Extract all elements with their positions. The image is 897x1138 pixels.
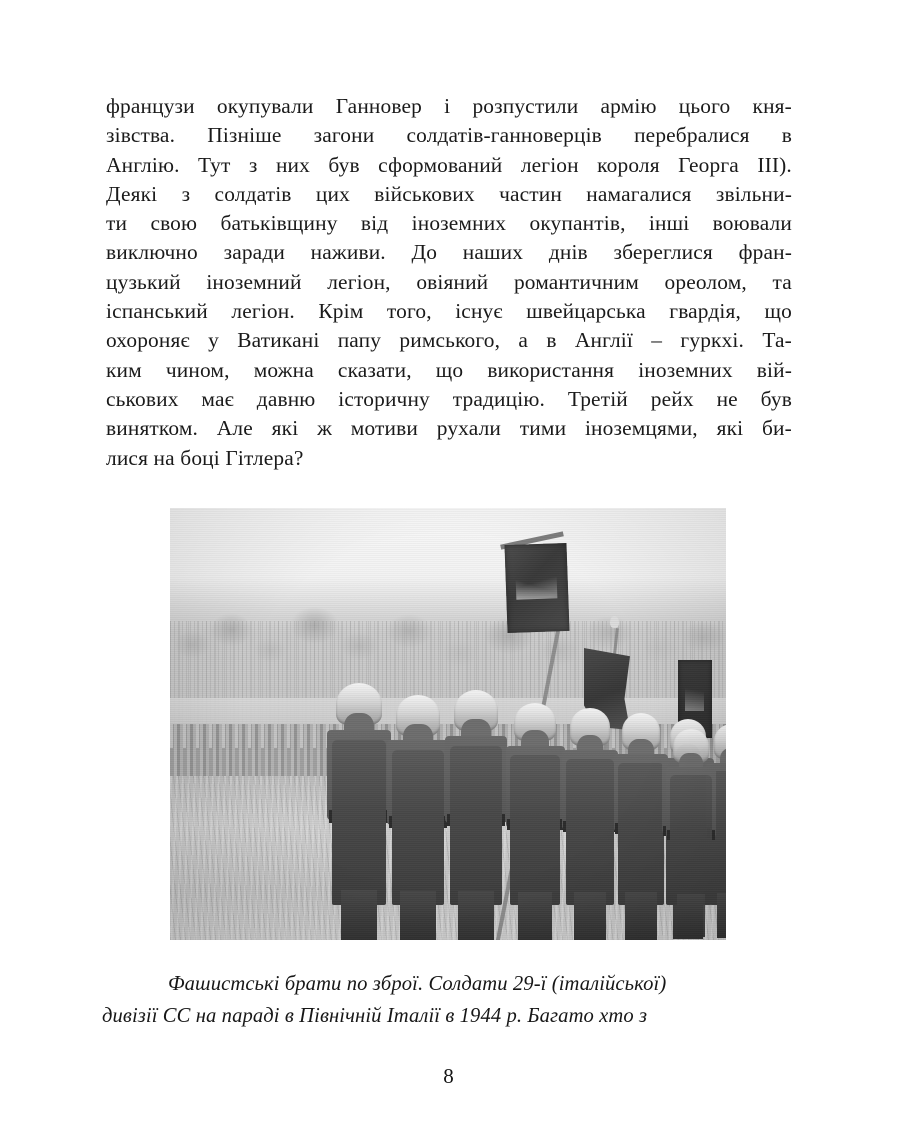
text-word: а bbox=[518, 328, 529, 353]
text-word: цузький bbox=[106, 269, 181, 294]
text-line-last: лися на боці Гітлера? bbox=[106, 445, 304, 470]
text-word: тими bbox=[519, 416, 567, 441]
text-word: ж bbox=[317, 416, 332, 441]
text-word: іноземний bbox=[206, 269, 302, 294]
soldier-figure bbox=[510, 677, 560, 905]
soldier-legs bbox=[400, 891, 435, 940]
text-word: окупували bbox=[216, 94, 314, 118]
text-word: іноземних bbox=[411, 211, 507, 236]
text-word: свою bbox=[150, 211, 198, 236]
text-word: фран- bbox=[738, 240, 792, 265]
text-line bbox=[106, 238, 792, 267]
text-word: виключно bbox=[106, 240, 198, 265]
text-word: військових bbox=[374, 181, 475, 206]
text-word: легіон. bbox=[231, 299, 295, 324]
text-word: легіон, bbox=[327, 269, 391, 294]
text-word: мотиви bbox=[350, 416, 418, 441]
text-word: іспанський bbox=[106, 299, 208, 324]
text-word: папу bbox=[337, 328, 382, 353]
text-word: має bbox=[201, 386, 234, 411]
text-word: існує bbox=[455, 299, 503, 324]
text-word: охороняє bbox=[106, 328, 190, 353]
text-word: гуркхі. bbox=[680, 328, 745, 353]
text-line bbox=[106, 121, 792, 150]
text-word: рухали bbox=[436, 416, 501, 441]
text-word: сформований bbox=[378, 152, 503, 177]
text-word: Та- bbox=[762, 328, 792, 353]
text-word: іноземцями, bbox=[584, 416, 698, 441]
text-word: би- bbox=[761, 416, 792, 441]
text-word: Але bbox=[216, 416, 253, 441]
text-word: давню bbox=[256, 386, 316, 411]
text-word: солдатів bbox=[214, 181, 292, 206]
text-line bbox=[106, 356, 792, 385]
text-word: наших bbox=[462, 240, 524, 265]
text-word: і bbox=[444, 94, 451, 118]
text-word: від bbox=[360, 211, 389, 236]
text-word: чином, bbox=[165, 357, 230, 382]
soldier-figure bbox=[618, 689, 664, 905]
text-word: кня- bbox=[752, 94, 792, 118]
text-word: звільни- bbox=[715, 181, 792, 206]
text-line bbox=[106, 268, 792, 297]
text-word: Ватикані bbox=[237, 328, 320, 353]
text-word: в bbox=[546, 328, 557, 353]
text-word: які bbox=[716, 416, 744, 441]
soldier-legs bbox=[458, 891, 493, 940]
text-word: До bbox=[411, 240, 438, 265]
soldier-figure bbox=[392, 669, 444, 905]
soldier-figure bbox=[450, 663, 502, 905]
text-word: окупантів, bbox=[529, 211, 626, 236]
text-word: Англію. bbox=[106, 152, 180, 177]
text-line bbox=[106, 209, 792, 238]
text-word: які bbox=[271, 416, 299, 441]
text-word: солдатів-ганноверців bbox=[406, 123, 602, 148]
caption-line: Фашистські брати по зброї. Солдати 29-ї (італійської) bbox=[168, 973, 667, 995]
text-word: днів bbox=[548, 240, 588, 265]
text-word: з bbox=[248, 152, 258, 177]
soldier-torso bbox=[618, 763, 664, 906]
figure-photograph bbox=[170, 508, 726, 940]
text-word: був bbox=[328, 152, 360, 177]
text-word: іноземних bbox=[638, 357, 733, 382]
page-number: 8 bbox=[443, 1064, 454, 1088]
text-word: Англії bbox=[574, 328, 633, 353]
text-word: овіяний bbox=[416, 269, 489, 294]
soldier-torso bbox=[450, 746, 502, 906]
text-word: розпустили bbox=[472, 94, 579, 118]
soldier-legs bbox=[341, 890, 378, 940]
text-word: рейх bbox=[650, 386, 694, 411]
text-word: сказати, bbox=[337, 357, 412, 382]
soldier-legs bbox=[717, 893, 726, 938]
text-word: зівства. bbox=[106, 123, 176, 148]
text-word: Ганновер bbox=[335, 94, 422, 118]
soldier-legs bbox=[574, 892, 607, 940]
text-word: у bbox=[208, 328, 219, 353]
text-word: був bbox=[760, 386, 792, 411]
text-word: батьківщину bbox=[220, 211, 338, 236]
text-word: романтичним bbox=[513, 269, 639, 294]
text-word: III). bbox=[757, 152, 792, 177]
text-word: винятком. bbox=[106, 416, 199, 441]
text-word: гвардія, bbox=[669, 299, 741, 324]
text-word: ськових bbox=[106, 386, 179, 411]
photo-parade bbox=[170, 508, 726, 940]
text-word: збереглися bbox=[613, 240, 713, 265]
flag-finial-icon bbox=[610, 616, 619, 628]
text-word: з bbox=[181, 181, 191, 206]
soldier-figure bbox=[332, 655, 386, 905]
text-word: використання bbox=[487, 357, 615, 382]
text-word: Крім bbox=[318, 299, 364, 324]
text-word: ким bbox=[106, 357, 142, 382]
soldier-legs bbox=[677, 894, 706, 938]
text-word: римського, bbox=[399, 328, 501, 353]
text-line bbox=[106, 151, 792, 180]
text-word: французи bbox=[106, 94, 195, 118]
text-word: намагалися bbox=[586, 181, 692, 206]
text-line bbox=[106, 414, 792, 443]
text-word: вій- bbox=[756, 357, 792, 382]
text-word: короля bbox=[597, 152, 660, 177]
soldier-legs bbox=[625, 892, 656, 940]
text-word: ти bbox=[106, 211, 128, 236]
text-word: армію bbox=[600, 94, 657, 118]
text-word: інші bbox=[648, 211, 690, 236]
soldier-legs bbox=[518, 892, 552, 940]
soldier-figure bbox=[670, 707, 712, 905]
text-word: можна bbox=[253, 357, 314, 382]
text-word: них bbox=[275, 152, 310, 177]
text-word: Тут bbox=[198, 152, 231, 177]
text-word: не bbox=[716, 386, 738, 411]
text-word: цих bbox=[315, 181, 350, 206]
text-word: наживи. bbox=[310, 240, 386, 265]
text-line bbox=[106, 297, 792, 326]
text-word: загони bbox=[313, 123, 375, 148]
text-word: того, bbox=[386, 299, 432, 324]
text-word: що bbox=[435, 357, 464, 382]
text-word: Деякі bbox=[106, 181, 158, 206]
text-word: заради bbox=[223, 240, 285, 265]
text-word: перебралися bbox=[634, 123, 750, 148]
text-word: Третій bbox=[567, 386, 628, 411]
banner-large bbox=[504, 543, 569, 633]
caption-line: дивізії СС на параді в Північній Італії в 1944 р. Багато хто з bbox=[102, 1005, 648, 1027]
text-word: – bbox=[651, 328, 663, 353]
soldier-torso bbox=[670, 775, 712, 906]
text-word: традицію. bbox=[452, 386, 545, 411]
text-word: легіон bbox=[520, 152, 579, 177]
soldier-figure bbox=[566, 683, 614, 905]
text-line bbox=[106, 180, 792, 209]
text-line bbox=[106, 385, 792, 414]
soldier-torso bbox=[332, 740, 386, 905]
text-word: цього bbox=[678, 94, 731, 118]
text-line bbox=[106, 326, 792, 355]
body-paragraph bbox=[106, 92, 792, 473]
soldier-torso bbox=[392, 750, 444, 906]
figure-caption bbox=[102, 968, 802, 1032]
text-word: Пізніше bbox=[207, 123, 282, 148]
text-word: історичну bbox=[338, 386, 430, 411]
text-word: в bbox=[781, 123, 792, 148]
soldier-torso bbox=[510, 755, 560, 905]
soldier-torso bbox=[566, 759, 614, 906]
text-word: воювали bbox=[712, 211, 792, 236]
text-word: Георга bbox=[678, 152, 739, 177]
text-word: та bbox=[772, 269, 792, 294]
text-word: швейцарська bbox=[526, 299, 646, 324]
text-word: що bbox=[764, 299, 792, 324]
text-word: ореолом, bbox=[664, 269, 747, 294]
text-word: частин bbox=[499, 181, 562, 206]
text-line bbox=[106, 92, 792, 121]
